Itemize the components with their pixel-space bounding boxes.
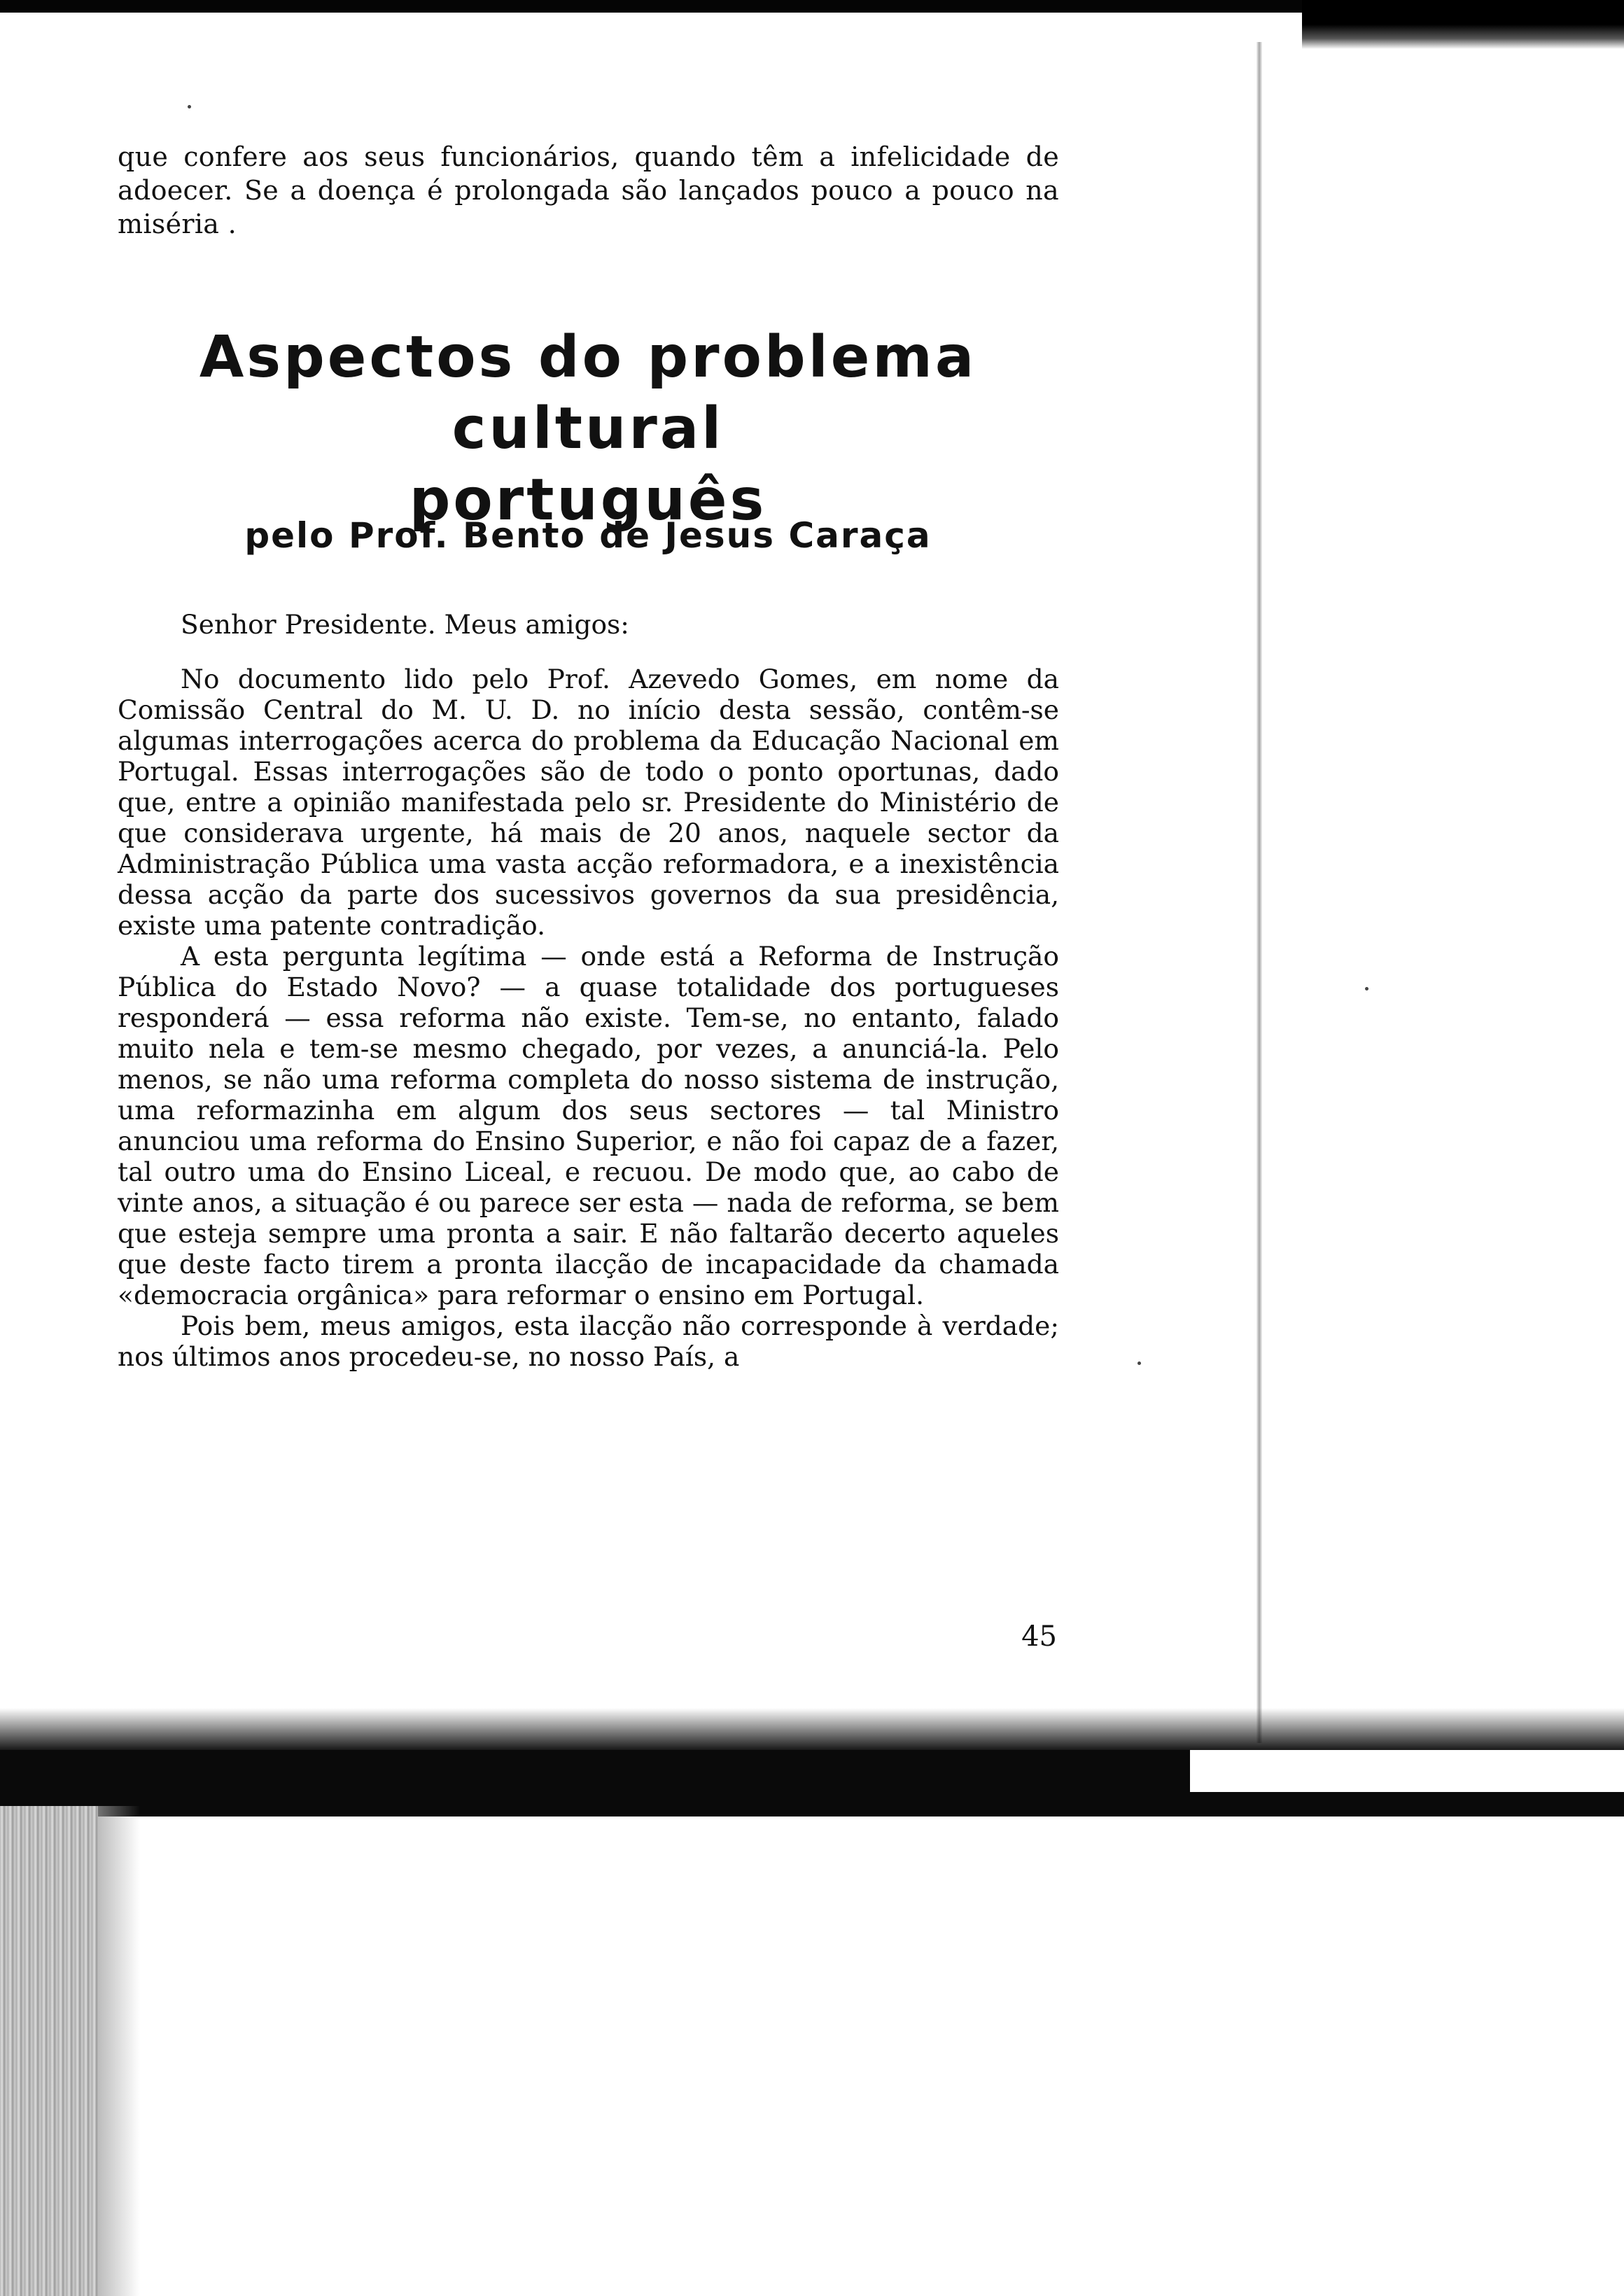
- body-paragraph-1: No documento lido pelo Prof. Azevedo Gomes, em nome da Comissão Central do M. U. D. no início desta sessão, contêm-se algumas interrogações acerca do problema da Educação Nacional em Portugal. Essas interrogações são de todo o ponto oportunas, dado que, entre a opinião manifestada pelo sr. Presidente do Ministério de que considerava urgente, há mais de 20 anos, naquele sector da Administração Pública uma vasta acção reformadora, e a inexistência dessa acção da parte dos sucessivos governos da sua presidência, existe uma patente contradição.: [118, 664, 1059, 941]
- body-paragraph-2: A esta pergunta legítima — onde está a Reforma de Instrução Pública do Estado Novo? — a quase totalidade dos portugueses responderá — essa reforma não existe. Tem-se, no entanto, falado muito nela e tem-se mesmo chegado, por vezes, a anunciá-la. Pelo menos, se não uma reforma completa do nosso sistema de instrução, uma reformazinha em algum dos seus sectores — tal Ministro anunciou uma reforma do Ensino Superior, e não foi capaz de a fazer, tal outro uma do Ensino Liceal, e recuou. De modo que, ao cabo de vinte anos, a situação é ou parece ser esta — nada de reforma, se bem que esteja sempre uma pronta a sair. E não faltarão decerto aqueles que deste facto tirem a pronta ilacção de incapacidade da chamada «democracia orgânica» para reformar o ensino em Portugal.: [118, 941, 1059, 1310]
- page-right-edge: [1256, 42, 1262, 1743]
- salutation: Senhor Presidente. Meus amigos:: [181, 609, 629, 640]
- page-bottom-shadow: [0, 1708, 1624, 1750]
- carry-over-paragraph: que confere aos seus funcionários, quando têm a infelicidade de adoecer. Se a doença é prolongada são lançados pouco a pouco na miséria .: [118, 141, 1059, 239]
- article-title-line-2: português: [409, 467, 767, 533]
- scan-speck: [188, 105, 191, 108]
- book-binding-shadow: [98, 1806, 140, 2296]
- article-byline: pelo Prof. Bento de Jesus Caraça: [244, 515, 932, 556]
- page-number: 45: [1021, 1620, 1057, 1653]
- scan-speck: [1365, 987, 1368, 990]
- book-binding-strip: [0, 1806, 98, 2296]
- scan-top-right-shadow: [1302, 0, 1624, 49]
- article-body: [118, 609, 1059, 1372]
- scan-speck: [1138, 1362, 1141, 1365]
- article-title: [105, 322, 1071, 536]
- body-paragraph-3: Pois bem, meus amigos, esta ilacção não corresponde à verdade; nos últimos anos procedeu-se, no nosso País, a: [118, 1310, 1059, 1372]
- article-title-line-1: Aspectos do problema cultural: [199, 324, 977, 462]
- page-bottom-corner: [1190, 1750, 1624, 1792]
